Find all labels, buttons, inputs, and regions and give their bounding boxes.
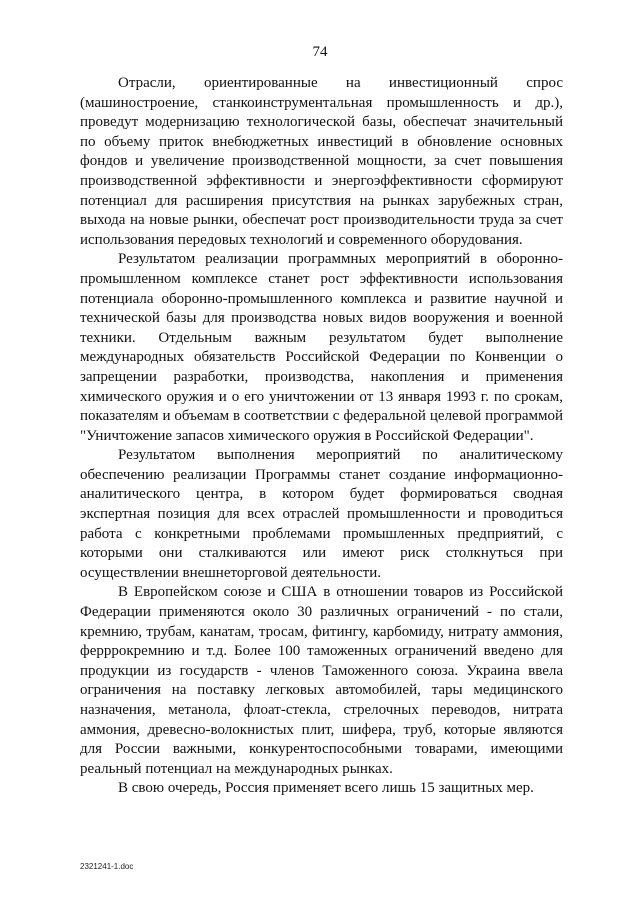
- footer-filename: 2321241-1.doc: [80, 862, 134, 871]
- paragraph-3: Результатом выполнения мероприятий по аналитическому обеспечению реализации Программы станет создание информационно-аналитического центра, в котором будет формироваться сводная экспертная позиция для всех отраслей промышленности и проводиться работа с конкретными проблемами промышленных предприятий, с которыми они сталкиваются или имеют риск столкнуться при осуществлении внешнеторговой деятельности.: [80, 447, 563, 581]
- page-number: 74: [312, 44, 328, 60]
- paragraph-4: В Европейском союзе и США в отношении товаров из Российской Федерации применяются около 30 различных ограничений - по стали, кремнию, трубам, канатам, тросам, фитингу, карбомиду, нитрату аммония, ферррокремнию и т.д. Более 100 таможенных ограничений введено для продукции из государств - членов Таможенного союза. Украина ввела ограничения на поставку легковых автомобилей, тары медицинского назначения, метанола, флоат-стекла, стрелочных переводов, нитрата аммония, древесно-волокнистых плит, шифера, труб, которые являются для России важными, конкурентоспособными товарами, имеющими реальный потенциал на международных рынках.: [80, 584, 563, 777]
- paragraph-1: Отрасли, ориентированные на инвестиционный спрос (машиностроение, станкоинструментальная промышленность и др.), проведут модернизацию технологической базы, обеспечат значительный по объему приток внебюджетных инвестиций в обновление основных фондов и увеличение производственной мощности, за счет повышения производственной эффективности и энергоэффективности сформируют потенциал для расширения присутствия на рынках зарубежных стран, выхода на новые рынки, обеспечат рост производительности труда за счет использования передовых технологий и современного оборудования.: [80, 75, 563, 248]
- paragraph-5: В свою очередь, Россия применяет всего лишь 15 защитных мер.: [118, 780, 534, 797]
- paragraph-2: Результатом реализации программных мероприятий в оборонно-промышленном комплексе станет рост эффективности использования потенциала оборонно-промышленного комплекса и развитие научной и технической базы для производства новых видов вооружения и военной техники. Отдельным важным результатом будет выполнение международных обязательств Российской Федерации по Конвенции о запрещении разработки, производства, накопления и применения химического оружия и о его уничтожении от 13 января 1993 г. по срокам, показателям и объемам в соответствии с федеральной целевой программой "Уничтожение запасов химического оружия в Российской Федерации".: [80, 251, 563, 444]
- document-body: [80, 74, 563, 799]
